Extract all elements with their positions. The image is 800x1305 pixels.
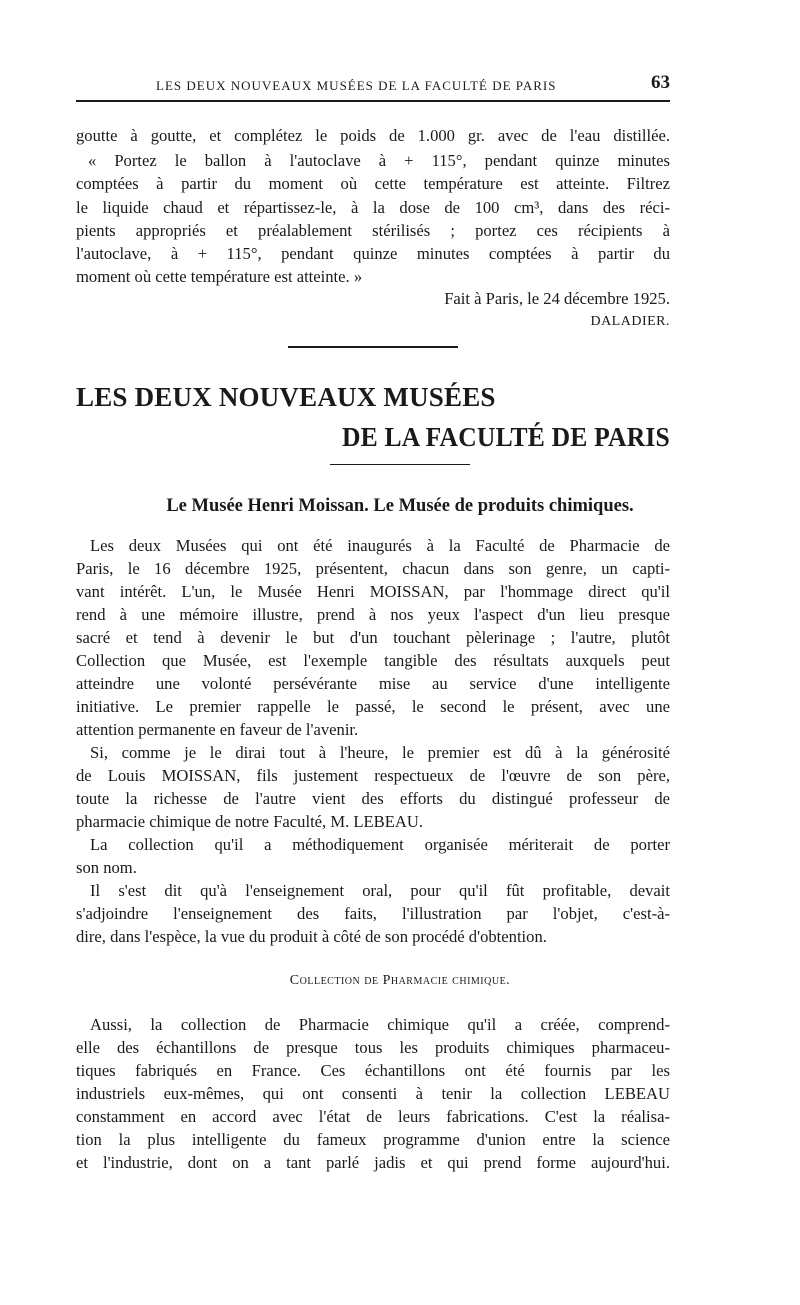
text-line: toute la richesse de l'autre vient des efforts du distingué professeur de — [76, 789, 670, 808]
text-line: rend à une mémoire illustre, prend à nos yeux l'aspect d'un lieu presque — [76, 605, 670, 624]
text-line: le liquide chaud et répartissez-le, à la dose de 100 cm³, dans des réci- — [76, 198, 670, 217]
text-line: La collection qu'il a méthodiquement organisée mériterait de porter — [90, 835, 670, 854]
page-number: 63 — [651, 72, 670, 93]
text-line: comptées à partir du moment où cette température est atteinte. Filtrez — [76, 174, 670, 193]
text-line: moment où cette température est atteinte. » — [76, 267, 363, 286]
text-line: Paris, le 16 décembre 1925, présentent, chacun dans son genre, un capti- — [76, 559, 670, 578]
text-line: dire, dans l'espèce, la vue du produit à côté de son procédé d'obtention. — [76, 927, 547, 946]
article-title-line2: DE LA FACULTÉ DE PARIS — [342, 422, 670, 452]
running-title: LES DEUX NOUVEAUX MUSÉES DE LA FACULTÉ DE PARIS — [156, 78, 557, 93]
text-line: pients appropriés et préalablement stérilisés ; portez ces récipients à — [76, 221, 670, 240]
text-line: s'adjoindre l'enseignement des faits, l'illustration par l'objet, c'est-à- — [76, 904, 670, 923]
text-line: constamment en accord avec l'état de leurs fabrications. C'est la réalisa- — [76, 1107, 670, 1126]
text-line: Collection que Musée, est l'exemple tangible des résultats auxquels peut — [76, 651, 670, 670]
text-line: attention permanente en faveur de l'avenir. — [76, 720, 359, 739]
text-line: pharmacie chimique de notre Faculté, M. LEBEAU. — [76, 812, 423, 831]
text-line: tion la plus intelligente du fameux programme d'union entre la science — [76, 1130, 670, 1149]
text-line: tiques fabriqués en France. Ces échantillons ont été fournis par les — [76, 1061, 670, 1080]
signoff-date: Fait à Paris, le 24 décembre 1925. — [444, 289, 670, 308]
title-underline-rule — [330, 464, 470, 465]
article-subtitle: Le Musée Henri Moissan. Le Musée de produits chimiques. — [166, 496, 634, 516]
text-line: de Louis MOISSAN, fils justement respectueux de l'œuvre de son père, — [76, 766, 670, 785]
text-line: Aussi, la collection de Pharmacie chimique qu'il a créée, comprend- — [90, 1015, 670, 1034]
article-title-line1: LES DEUX NOUVEAUX MUSÉES — [76, 382, 496, 412]
text-line: Les deux Musées qui ont été inaugurés à la Faculté de Pharmacie de — [90, 536, 670, 555]
text-line: et l'industrie, dont on a tant parlé jadis et qui prend forme aujourd'hui. — [76, 1153, 670, 1172]
text-line: atteindre une volonté persévérante mise au service d'une intelligente — [76, 674, 670, 693]
text-line: Il s'est dit qu'à l'enseignement oral, pour qu'il fût profitable, devait — [90, 881, 670, 900]
section-heading: Collection de Pharmacie chimique. — [289, 973, 511, 988]
text-line: sacré et tend à devenir le but d'un touchant pèlerinage ; l'autre, plutôt — [76, 628, 670, 647]
text-line: goutte à goutte, et complétez le poids de 1.000 gr. avec de l'eau distillée. — [76, 126, 670, 145]
text-line: initiative. Le premier rappelle le passé, le second le présent, avec une — [76, 697, 670, 716]
text-line: son nom. — [76, 858, 137, 877]
signoff-name: DALADIER. — [590, 314, 670, 329]
text-line: Si, comme je le dirai tout à l'heure, le premier est dû à la générosité — [90, 743, 670, 762]
text-line: « Portez le ballon à l'autoclave à + 115°, pendant quinze minutes — [88, 151, 670, 170]
text-line: l'autoclave, à + 115°, pendant quinze minutes comptées à partir du — [76, 244, 670, 263]
text-line: industriels eux-mêmes, qui ont consenti à tenir la collection LEBEAU — [76, 1084, 670, 1103]
section-divider — [288, 346, 458, 348]
text-line: vant intérêt. L'un, le Musée Henri MOISSAN, par l'hommage direct qu'il — [76, 582, 670, 601]
running-header — [76, 72, 670, 102]
text-line: elle des échantillons de presque tous les produits chimiques pharmaceu- — [76, 1038, 670, 1057]
